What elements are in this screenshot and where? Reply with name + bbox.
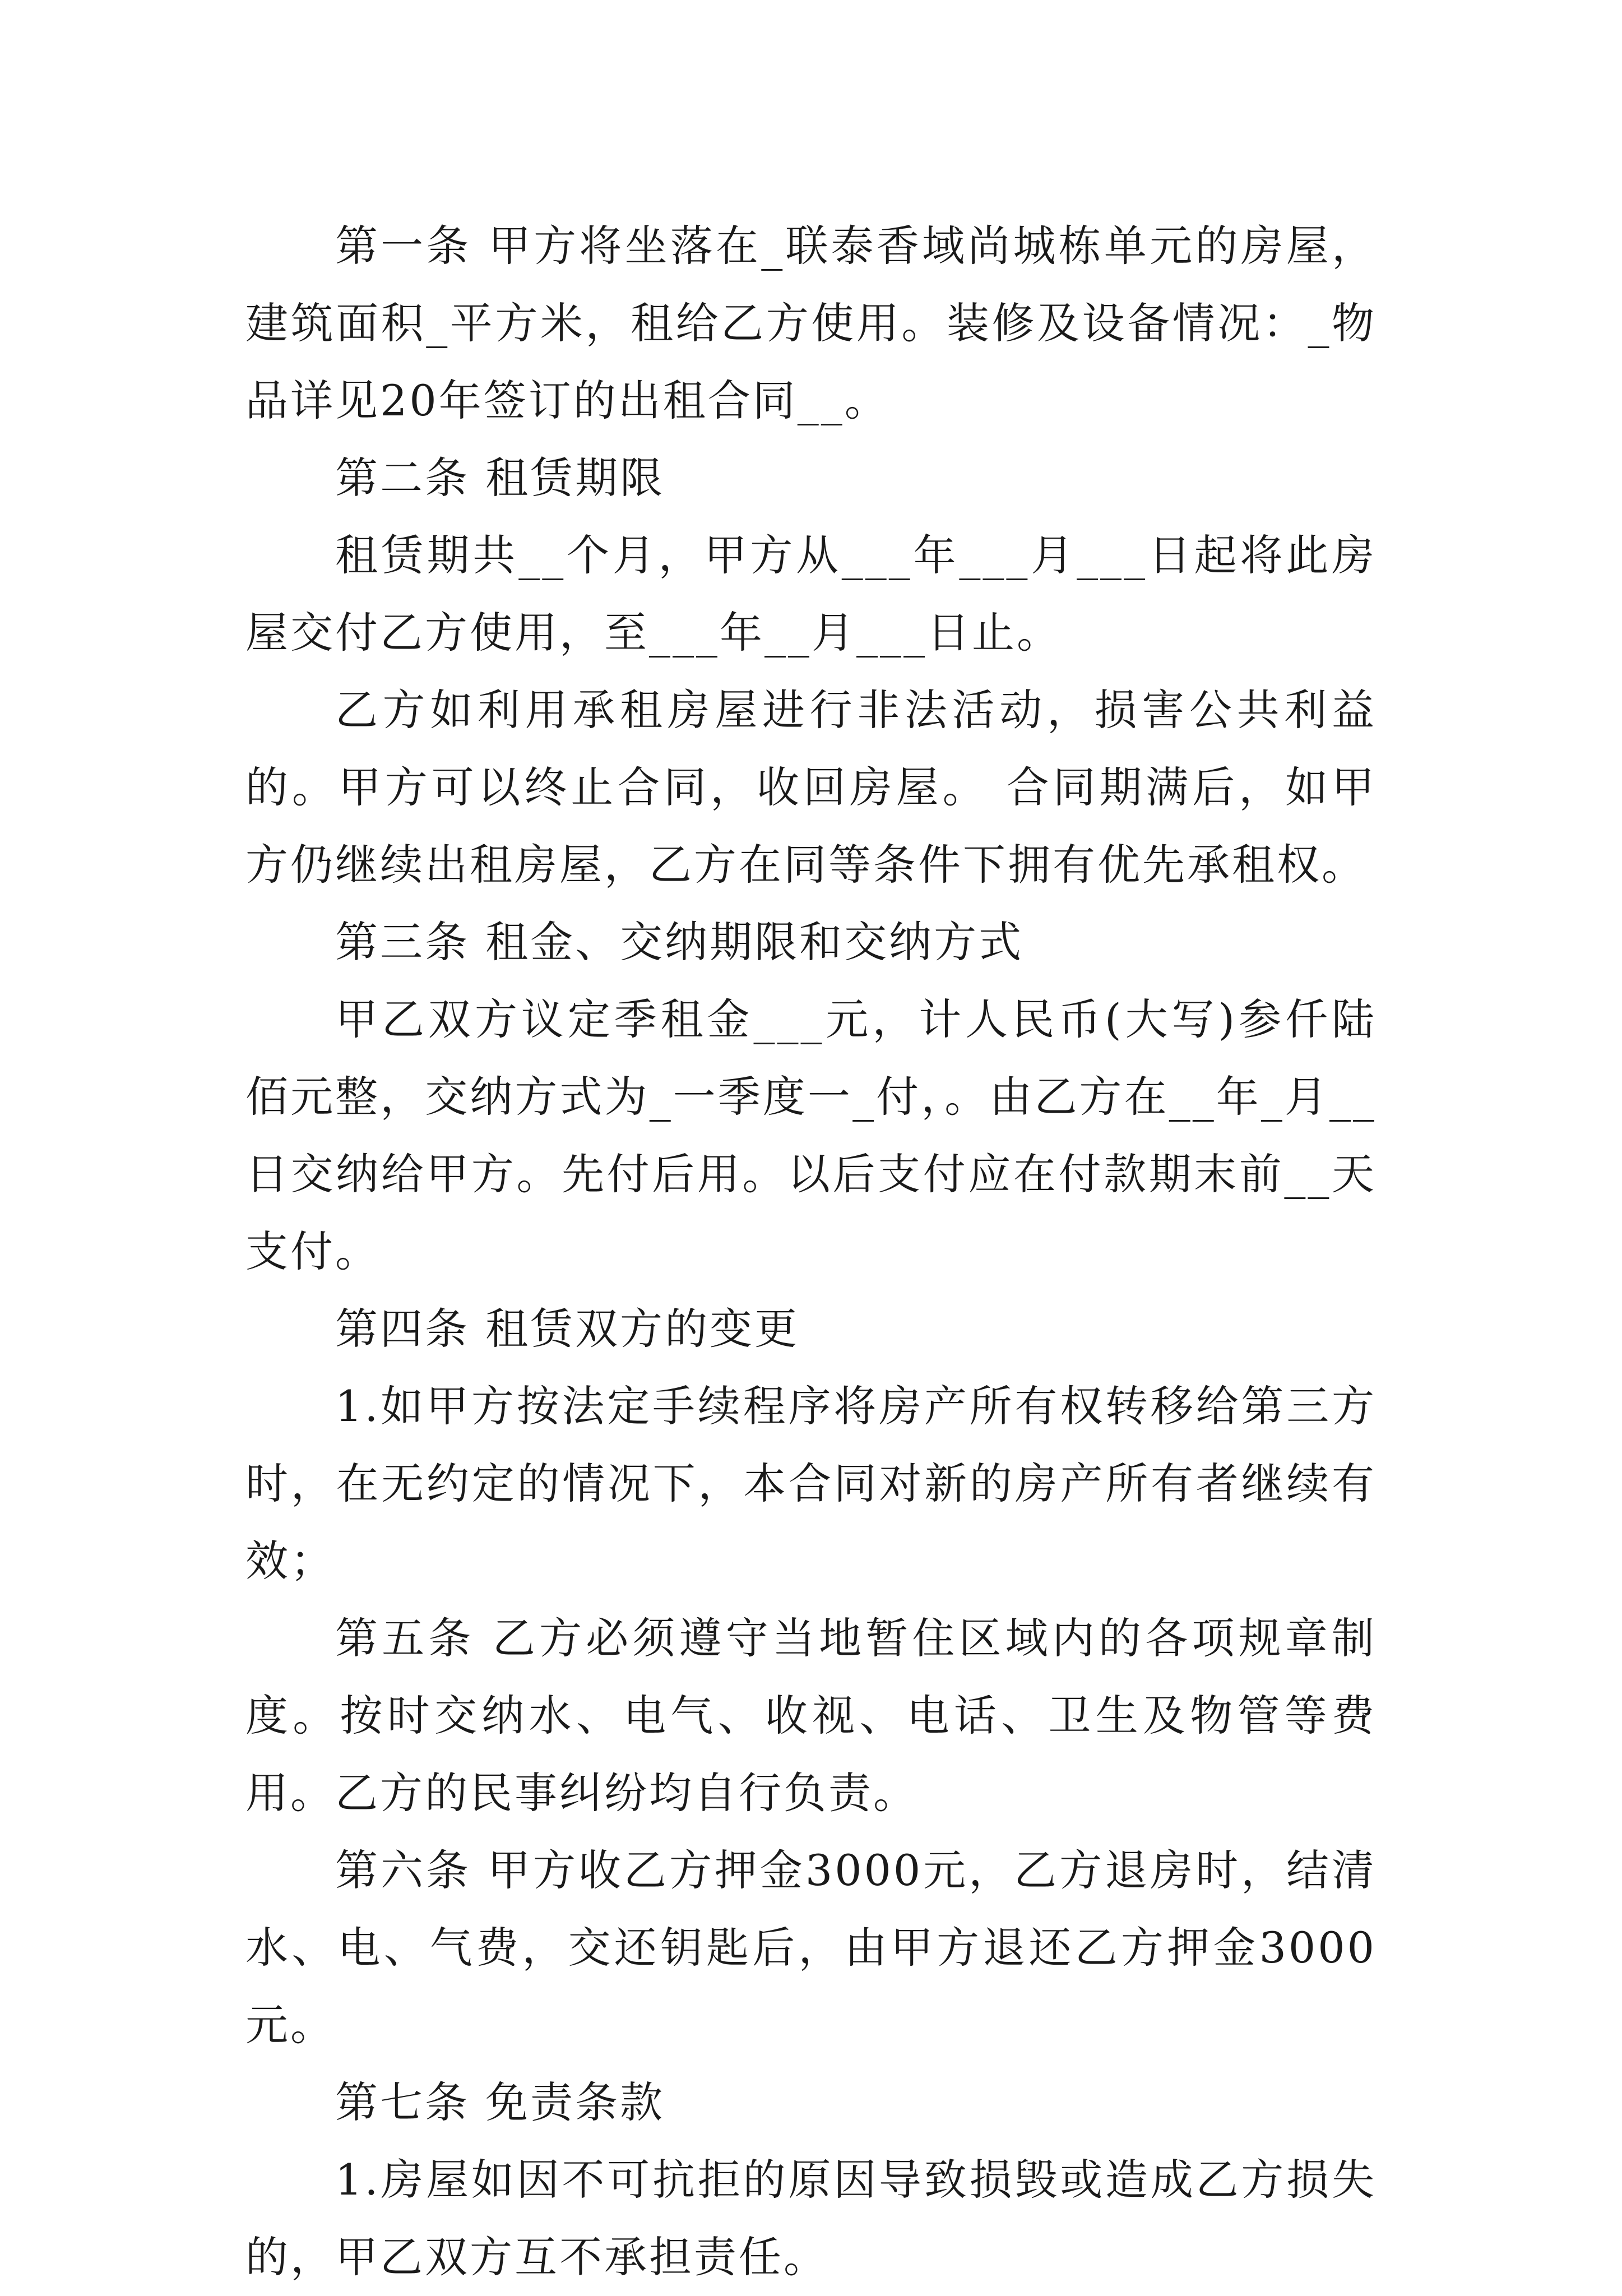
paragraph-rent: 甲乙双方议定季租金___元，计人民币(大写)参仟陆佰元整，交纳方式为_一季度一_付，。由乙方在__年_月__日交纳给甲方。先付后用。以后支付应在付款期末前__天支付。 bbox=[245, 994, 1377, 1276]
heading-article-7: 第七条 免责条款 bbox=[335, 2077, 665, 2127]
paragraph-article-1: 第一条 甲方将坐落在_联泰香域尚城栋单元的房屋，建筑面积_平方米，租给乙方使用。装修及设备情况：_物品详见20年签订的出租合同__。 bbox=[245, 221, 1377, 425]
paragraph-termination: 乙方如利用承租房屋进行非法活动，损害公共利益的。甲方可以终止合同，收回房屋。 合同期满后，如甲方仍继续出租房屋，乙方在同等条件下拥有优先承租权。 bbox=[245, 685, 1377, 890]
heading-article-4: 第四条 租赁双方的变更 bbox=[335, 1304, 800, 1354]
paragraph-force-majeure: 1.房屋如因不可抗拒的原因导致损毁或造成乙方损失的，甲乙双方互不承担责任。 bbox=[245, 2155, 1377, 2282]
paragraph-article-5: 第五条 乙方必须遵守当地暂住区域内的各项规章制度。按时交纳水、电气、收视、电话、卫生及物管等费用。乙方的民事纠纷均自行负责。 bbox=[245, 1613, 1377, 1818]
paragraph-ownership-transfer: 1.如甲方按法定手续程序将房产所有权转移给第三方时，在无约定的情况下，本合同对新的房产所有者继续有效； bbox=[245, 1381, 1377, 1586]
heading-article-2: 第二条 租赁期限 bbox=[335, 453, 665, 503]
paragraph-lease-term: 租赁期共__个月，甲方从___年___月___日起将此房屋交付乙方使用，至___年__月___日止。 bbox=[245, 530, 1377, 658]
document-body bbox=[245, 207, 1377, 2296]
heading-article-3: 第三条 租金、交纳期限和交纳方式 bbox=[335, 917, 1024, 967]
paragraph-article-6: 第六条 甲方收乙方押金3000元，乙方退房时，结清水、电、气费，交还钥匙后，由甲方退还乙方押金3000元。 bbox=[245, 1845, 1377, 2050]
